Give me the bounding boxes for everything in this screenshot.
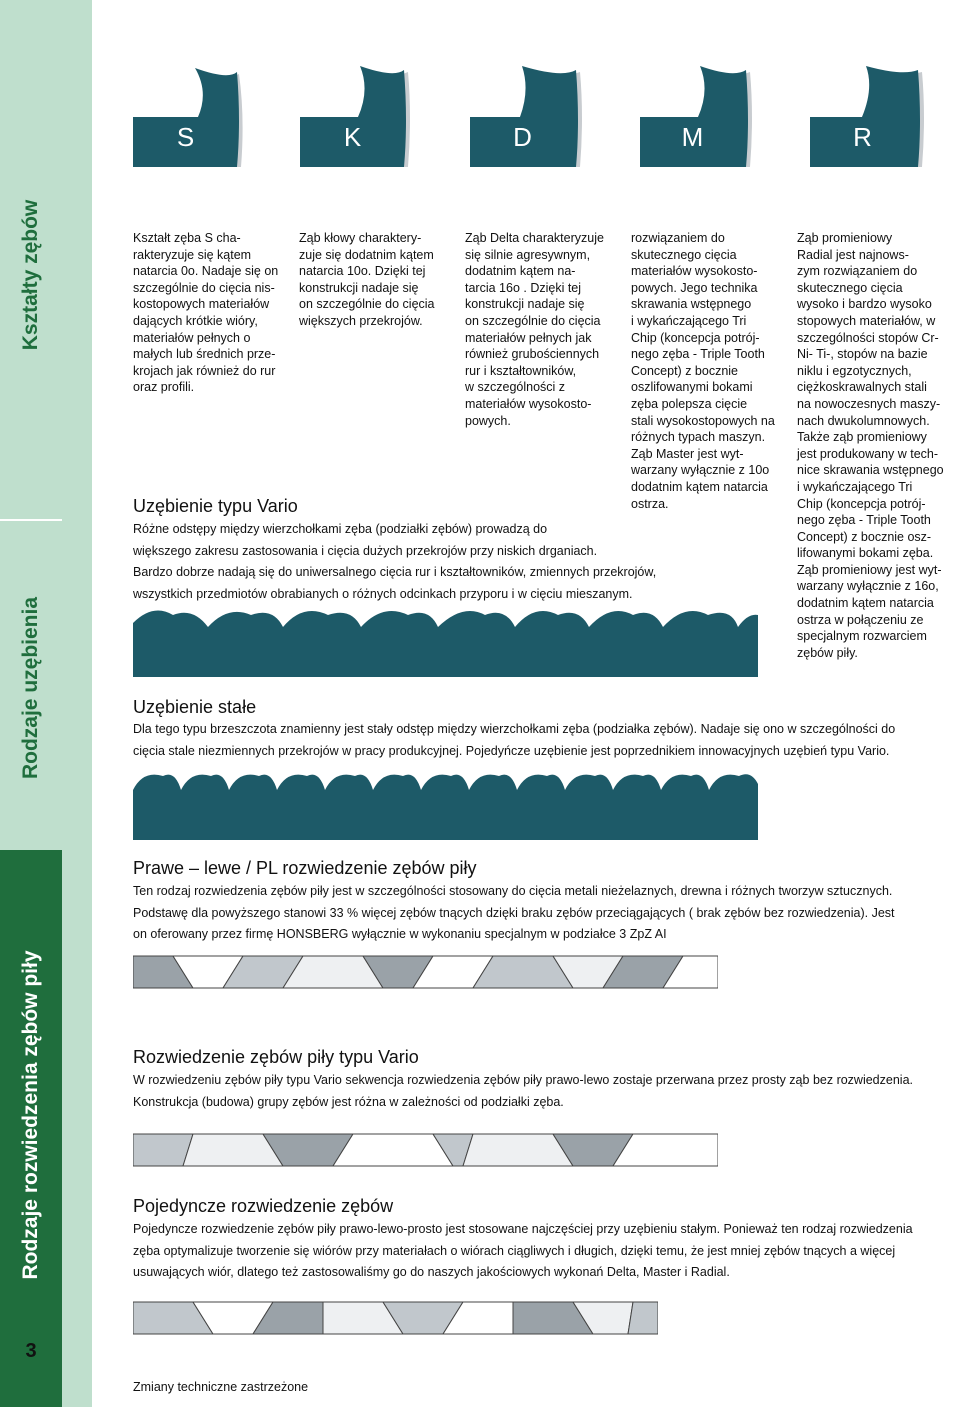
constant-text: Dla tego typu brzeszczota znamienny jest stały odstęp między wierzchołkami zęba (podziałka zębów). Nadaje się ono w szczególności do cięcia stale niezmiennych przekrojów w pracy produkcyjnej. Pojedyńcze uzębienie jest poprzednikiem innowacyjnych uzębień typu Vario. (133, 722, 896, 758)
set-single-title: Pojedyncze rozwiedzenie zębów (133, 1196, 394, 1216)
constant-title: Uzębienie stałe (133, 697, 257, 717)
set-vario-title: Rozwiedzenie zębów piły typu Vario (133, 1047, 419, 1067)
sidebar-divider (0, 519, 62, 521)
footer-note: Zmiany techniczne zastrzeżone (133, 1380, 309, 1394)
constant-blade-figure (133, 768, 758, 845)
sidebar-label-tooth-types: Rodzaje uzębienia (19, 596, 42, 780)
sidebar-label-tooth-shapes: Kształty zębów (19, 199, 42, 351)
tooth-s-description: Kształt zęba S cha- rakteryzuje się kątem natarcia 0o. Nadaje się on szczególnie do cięcia nis- kostopowych materiałów dających krótkie wióry, materiałów pełnych o małych lub średnich prze- krojach jak również do rur oraz profili. (133, 231, 279, 395)
tooth-shape-m: M (640, 62, 765, 177)
set-single-text: Pojedyncze rozwiedzenie zębów piły prawo-lewo-prosto jest stosowane najczęściej przy uzębieniu stałym. Ponieważ ten rodzaj rozwiedzenia zęba optymalizuje tworzenie się wiórów przy materiałach o wiórach ciągliwych i długich, dzięki temu, że jest mniej zębów tnących a więcej usuwających wiór, dlatego też zastosowaliśmy go do naszych jakościowych wykonań Delta, Master i Radial. (133, 1222, 913, 1279)
tooth-shape-s: S (133, 62, 258, 177)
set-pl-text: Ten rodzaj rozwiedzenia zębów piły jest w szczególności stosowany do cięcia metali nieżelaznych, drewna i różnych tworzyw sztucznych. Podstawę dla powyższego stanowi 33 % więcej zębów tnących dzięki braku zębów przeciągających ( brak zębów bez rozwiedzenia). Jest on oferowany przez firmę HONSBERG wyłącznie w wykonaniu specjalnym w podziałce 3 ZpZ AI (133, 884, 895, 941)
tooth-k-description: Ząb kłowy charaktery- zuje się dodatnim kątem natarcia 10o. Dzięki tej konstrukcji nadaje się on szczególnie do cięcia większych przekrojów. (299, 231, 435, 328)
vario-text: Różne odstępy między wierzchołkami zęba (podziałki zębów) prowadzą do większego zakresu zastosowania i cięcia dużych przekrojów przy niskich drganiach. Bardzo dobrze nadają się do uniwersalnego cięcia rur i kształtowników, zmiennych przekrojów, wszystkich przedmiotów obrabianych o różnych odcinkach przyporu i w cięciu mieszanym. (133, 522, 657, 601)
tooth-d-description: Ząb Delta charakteryzuje się silnie agresywnym, dodatnim kątem na- tarcia 16o . Dzięki tej konstrukcji nadaje się on szczególnie do cięcia materiałów pełnych jak również grubościennych rur i kształtowników, w szczególności z materiałów wysokosto- powych. (465, 231, 604, 428)
tooth-m-description: rozwiązaniem do skutecznego cięcia materiałów wysokosto- powych. Jego technika skrawania wstępnego i wykańczającego Tri Chip (koncepcja potrój- nego zęba - Triple Tooth Concept) z bocznie oszlifowanymi bokami zęba polepsza cięcie stali wysokostopowych na różnych typach maszyn. Ząb Master jest wyt- warzany wyłącznie z 10o dodatnim kątem natarcia ostrza. (631, 231, 775, 511)
tooth-shape-d: D (470, 62, 595, 177)
vario-blade-figure (133, 605, 758, 682)
sidebar-label-tooth-set: Rodzaje rozwiedzenia zębów piły (19, 950, 42, 1280)
set-vario-text: W rozwiedzeniu zębów piły typu Vario sekwencja rozwiedzenia zębów piły prawo-lewo zostaje przerwana przez prosty ząb bez rozwiedzenia. Konstrukcja (budowa) grupy zębów jest różna w zależności od podziałki zęba. (133, 1073, 913, 1109)
tooth-shape-r: R (810, 62, 935, 177)
sidebar-strip (62, 0, 92, 1407)
tooth-r-description: Ząb promieniowy Radial jest najnows- zym rozwiązaniem do skutecznego cięcia wysoko i bardzo wysoko stopowych materiałów, w szczególności stopów Cr- Ni- Ti-, stopów na bazie niklu i egzotycznych, ciężkoskrawalnych stali na nowoczesnych maszy- nach dwukolumnowych. Także ząb promieniowy jest produkowany w tech- nice skrawania wstępnego i wykańczającego Tri Chip (koncepcja potrój- nego zęba - Triple Tooth Concept) z bocznie osz- lifowanymi bokami zęba. Ząb promieniowy jest wyt- warzany wyłącznie z 16o, dodatnim kątem natarcia ostrza w połączeniu ze specjalnym rozwarciem zębów piły. (797, 231, 944, 660)
tooth-shape-k: K (300, 62, 425, 177)
set-pl-figure (133, 952, 718, 997)
vario-title: Uzębienie typu Vario (133, 496, 298, 516)
sidebar (0, 0, 62, 1407)
page-number: 3 (25, 1340, 37, 1362)
set-pl-title: Prawe – lewe / PL rozwiedzenie zębów piły (133, 858, 477, 878)
set-single-figure (133, 1298, 658, 1343)
set-vario-figure (133, 1130, 718, 1175)
